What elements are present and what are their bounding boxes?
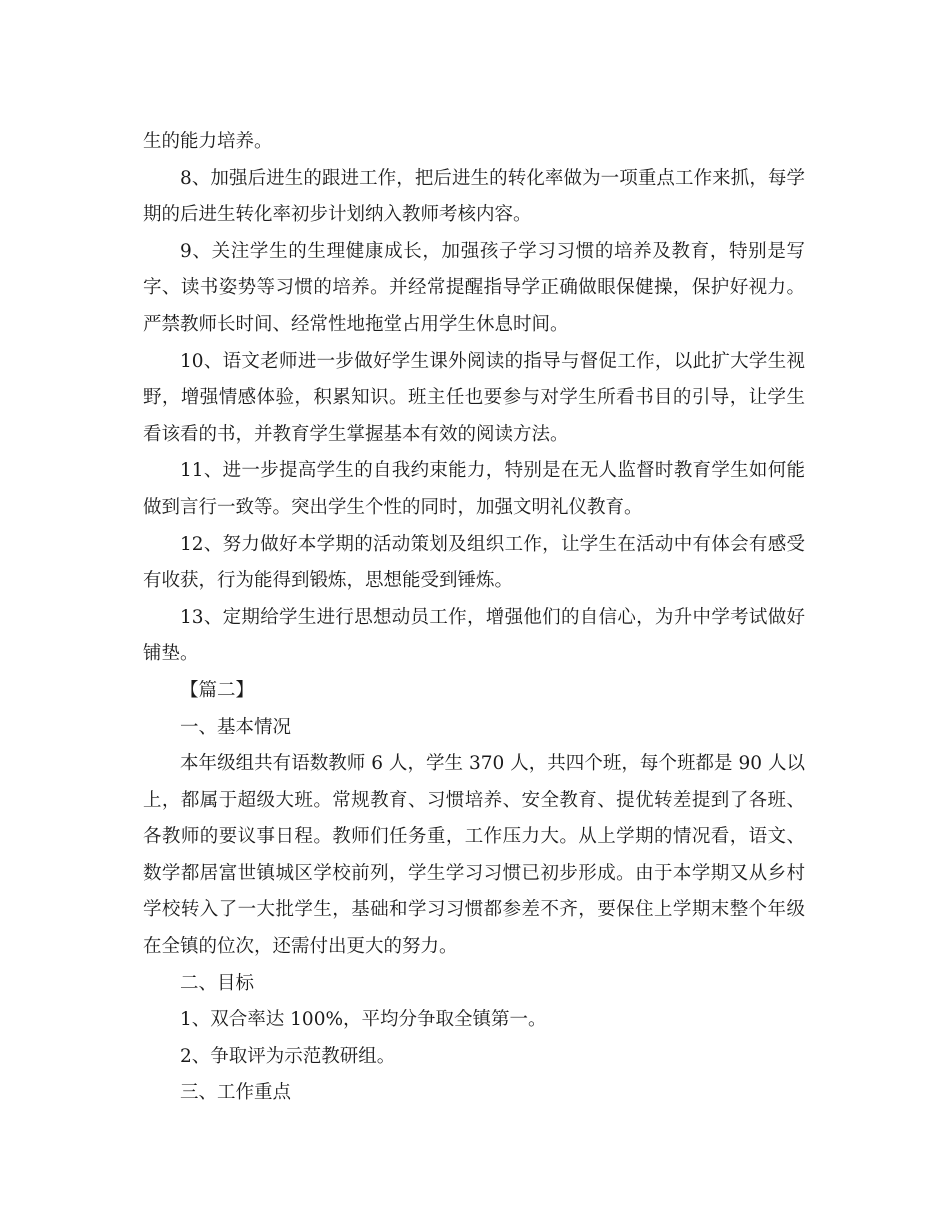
paragraph-continuation: 生的能力培养。 xyxy=(143,131,273,152)
section-heading-part-two: 【篇二】 xyxy=(180,679,255,701)
paragraph-item-9: 9、关注学生的生理健康成长，加强孩子学习习惯的培养及教育，特别是写字、读书姿势等习惯的培养。并经常提醒指导学正确做眼保健操，保护好视力。严禁教师长时间、经常性地拖堂占用学生休息时间。 xyxy=(143,240,805,335)
paragraph-item-10: 10、语文老师进一步做好学生课外阅读的指导与督促工作，以此扩大学生视野，增强情感体验，积累知识。班主任也要参与对学生所看书目的引导，让学生看该看的书，并教育学生掌握基本有效的阅读方法。 xyxy=(143,350,805,445)
paragraph-item-11: 11、进一步提高学生的自我约束能力，特别是在无人监督时教育学生如何能做到言行一致等。突出学生个性的同时，加强文明礼仪教育。 xyxy=(143,460,805,518)
heading-goals: 二、目标 xyxy=(180,972,255,994)
paragraph-basic-situation: 本年级组共有语数教师 6 人，学生 370 人，共四个班，每个班都是 90 人以上，都属于超级大班。常规教育、习惯培养、安全教育、提优转差提到了各班、各教师的要议事日程。教师们任务重，工作压力大。从上学期的情况看，语文、数学都居富世镇城区学校前列，学生学习习惯已初步形成。由于本学期又从乡村学校转入了一大批学生，基础和学习习惯都参差不齐，要保住上学期末整个年级在全镇的位次，还需付出更大的努力。 xyxy=(143,753,805,958)
paragraph-item-13: 13、定期给学生进行思想动员工作，增强他们的自信心，为升中学考试做好铺垫。 xyxy=(143,606,805,665)
paragraph-item-12: 12、努力做好本学期的活动策划及组织工作，让学生在活动中有体会有感受有收获，行为能得到锻炼，思想能受到锤炼。 xyxy=(143,533,805,592)
paragraph-item-8: 8、加强后进生的跟进工作，把后进生的转化率做为一项重点工作来抓，每学期的后进生转化率初步计划纳入教师考核内容。 xyxy=(143,167,805,226)
document-body xyxy=(143,124,805,1112)
goal-item-2: 2、争取评为示范教研组。 xyxy=(180,1045,396,1067)
goal-item-1: 1、双合率达 100%，平均分争取全镇第一。 xyxy=(180,1009,547,1031)
heading-work-focus: 三、工作重点 xyxy=(180,1082,292,1104)
heading-basic-situation: 一、基本情况 xyxy=(180,716,292,738)
